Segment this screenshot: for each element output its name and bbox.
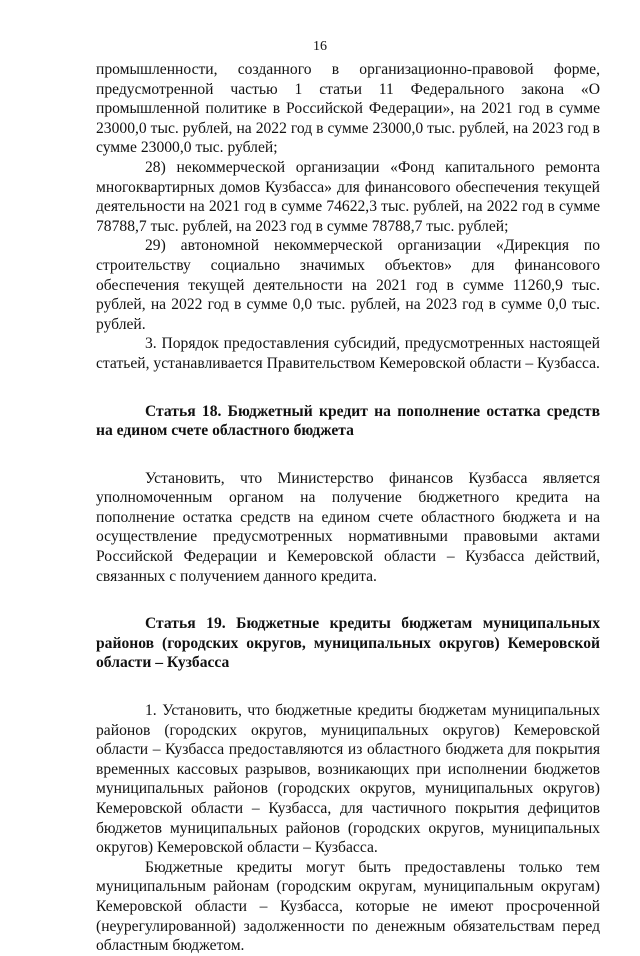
paragraph-item-29: 29) автономной некоммерческой организации «Дирекция по строительству социально значимых объектов» для финансового обеспечения текущей деятельности на 2021 год в сумме 11260,9 тыс. рублей, на 2022 год в сумме 0,0 тыс. рублей, на 2023 год в сумме 0,0 тыс. рублей. xyxy=(96,237,600,333)
article-19-item-1-continuation: Бюджетные кредиты могут быть предоставлены только тем муниципальным районам (городским округам, муниципальным округам) Кемеровской области – Кузбасса, которые не имеют просроченной (неурегулированной) задолженности по денежным обязательствам перед областным бюджетом. xyxy=(96,858,600,955)
paragraph-item-3: 3. Порядок предоставления субсидий, предусмотренных настоящей статьей, устанавливается Правительством Кемеровской области – Кузбасса. xyxy=(96,335,600,372)
article-18-text: Установить, что Министерство финансов Кузбасса является уполномоченным органом на получение бюджетного кредита на пополнение остатка средств на едином счете областного бюджета и на осуществление предусмотренных нормативными правовыми актами Российской Федерации и Кемеровской области – Кузбасса действий, связанных с получением данного кредита. xyxy=(96,469,600,585)
document-body xyxy=(96,60,600,956)
paragraph-continuation: промышленности, созданного в организационно-правовой форме, предусмотренной частью 1 статьи 11 Федерального закона «О промышленной политике в Российской Федерации», на 2021 год в сумме 23000,0 тыс. рублей, на 2022 год в сумме 23000,0 тыс. рублей, на 2023 год в сумме 23000,0 тыс. рублей; xyxy=(96,61,600,157)
page-number: 16 xyxy=(313,39,327,54)
article-19-item-1: 1. Установить, что бюджетные кредиты бюджетам муниципальных районов (городских округов, муниципальных округов) Кемеровской области – Кузбасса предоставляются из областного бюджета для покрытия временных кассовых разрывов, возникающих при исполнении бюджетов муниципальных районов (городских округов, муниципальных округов) Кемеровской области – Кузбасса, для частичного покрытия дефицитов бюджетов муниципальных районов (городских округов, муниципальных округов) Кемеровской области – Кузбасса. xyxy=(96,702,600,857)
paragraph-item-28: 28) некоммерческой организации «Фонд капитального ремонта многоквартирных домов Кузбасса» для финансового обеспечения текущей деятельности на 2021 год в сумме 74622,3 тыс. рублей, на 2022 год в сумме 78788,7 тыс. рублей, на 2023 год в сумме 78788,7 тыс. рублей; xyxy=(96,158,600,235)
article-18-heading: Статья 18. Бюджетный кредит на пополнение остатка средств на едином счете областного бюджета xyxy=(96,402,600,440)
article-19-heading: Статья 19. Бюджетные кредиты бюджетам муниципальных районов (городских округов, муниципальных округов) Кемеровской области – Кузбасса xyxy=(96,615,600,672)
